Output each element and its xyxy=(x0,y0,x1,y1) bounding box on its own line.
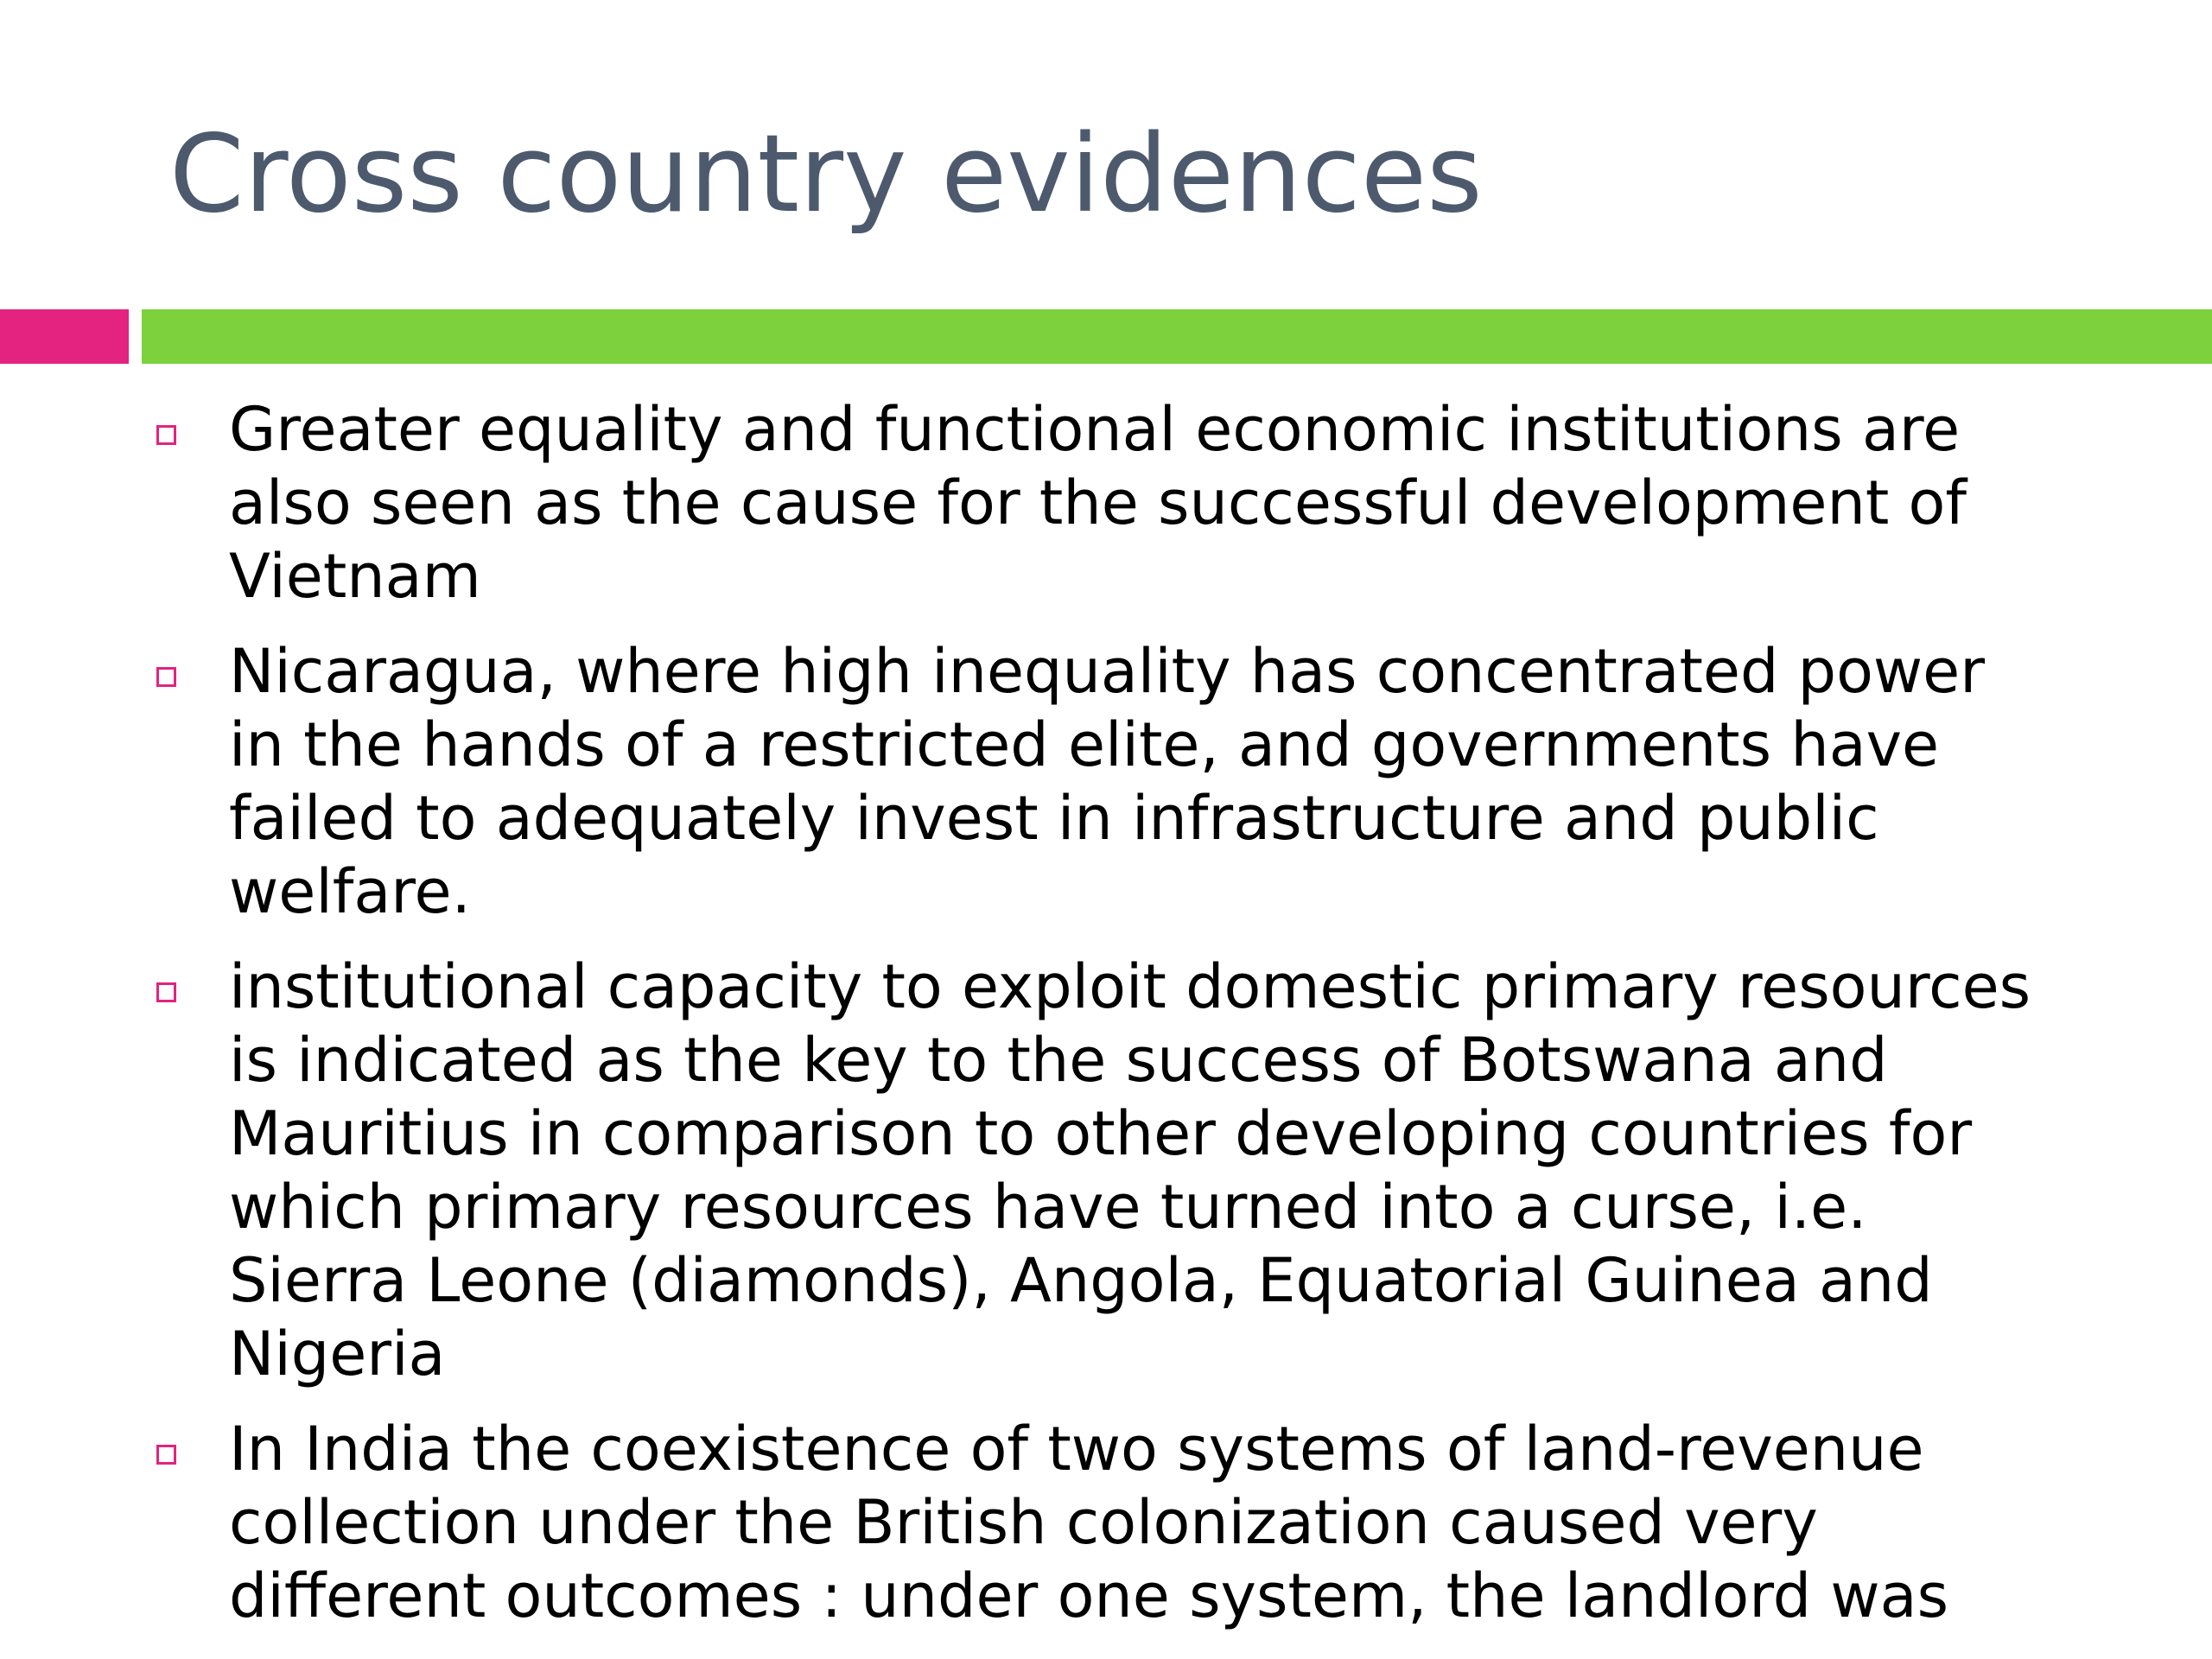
bullet-line: Nigeria xyxy=(229,1319,446,1389)
bullet-item xyxy=(0,950,2212,1391)
bullet-line: Sierra Leone (diamonds), Angola, Equatorial Guinea and xyxy=(229,1245,1933,1316)
bullet-item xyxy=(0,1413,2212,1633)
bullet-line: failed to adequately invest in infrastructure and public xyxy=(229,783,1879,854)
bullet-item xyxy=(0,635,2212,929)
bullet-line: institutional capacity to exploit domestic primary resources xyxy=(229,951,2031,1022)
hollow-square-icon xyxy=(156,1445,176,1465)
bullet-line: also seen as the cause for the successful development of xyxy=(229,467,1967,538)
bullet-line: Vietnam xyxy=(229,541,481,612)
bullet-line: which primary resources have turned into a curse, i.e. xyxy=(229,1172,1867,1243)
hollow-square-icon xyxy=(156,425,176,445)
bullet-item xyxy=(0,393,2212,613)
bullet-line: In India the coexistence of two systems of land-revenue xyxy=(229,1414,1924,1484)
bullet-line: Mauritius in comparison to other developing countries for xyxy=(229,1098,1973,1169)
bullet-line: welfare. xyxy=(229,856,471,927)
bullet-list xyxy=(0,393,2212,1655)
title-accent-bar-pink xyxy=(0,309,129,364)
title-accent-bar-green xyxy=(142,309,2212,364)
bullet-line: collection under the British colonization caused very xyxy=(229,1487,1818,1558)
hollow-square-icon xyxy=(156,667,176,687)
bullet-line: in the hands of a restricted elite, and governments have xyxy=(229,709,1940,780)
hollow-square-icon xyxy=(156,982,176,1002)
bullet-line: different outcomes : under one system, the landlord was xyxy=(229,1560,1949,1631)
bullet-line: Nicaragua, where high inequality has concentrated power xyxy=(229,636,1986,707)
slide-title: Cross country evidences xyxy=(169,112,1483,237)
bullet-line: Greater equality and functional economic institutions are xyxy=(229,394,1961,465)
bullet-line: is indicated as the key to the success of Botswana and xyxy=(229,1025,1888,1096)
